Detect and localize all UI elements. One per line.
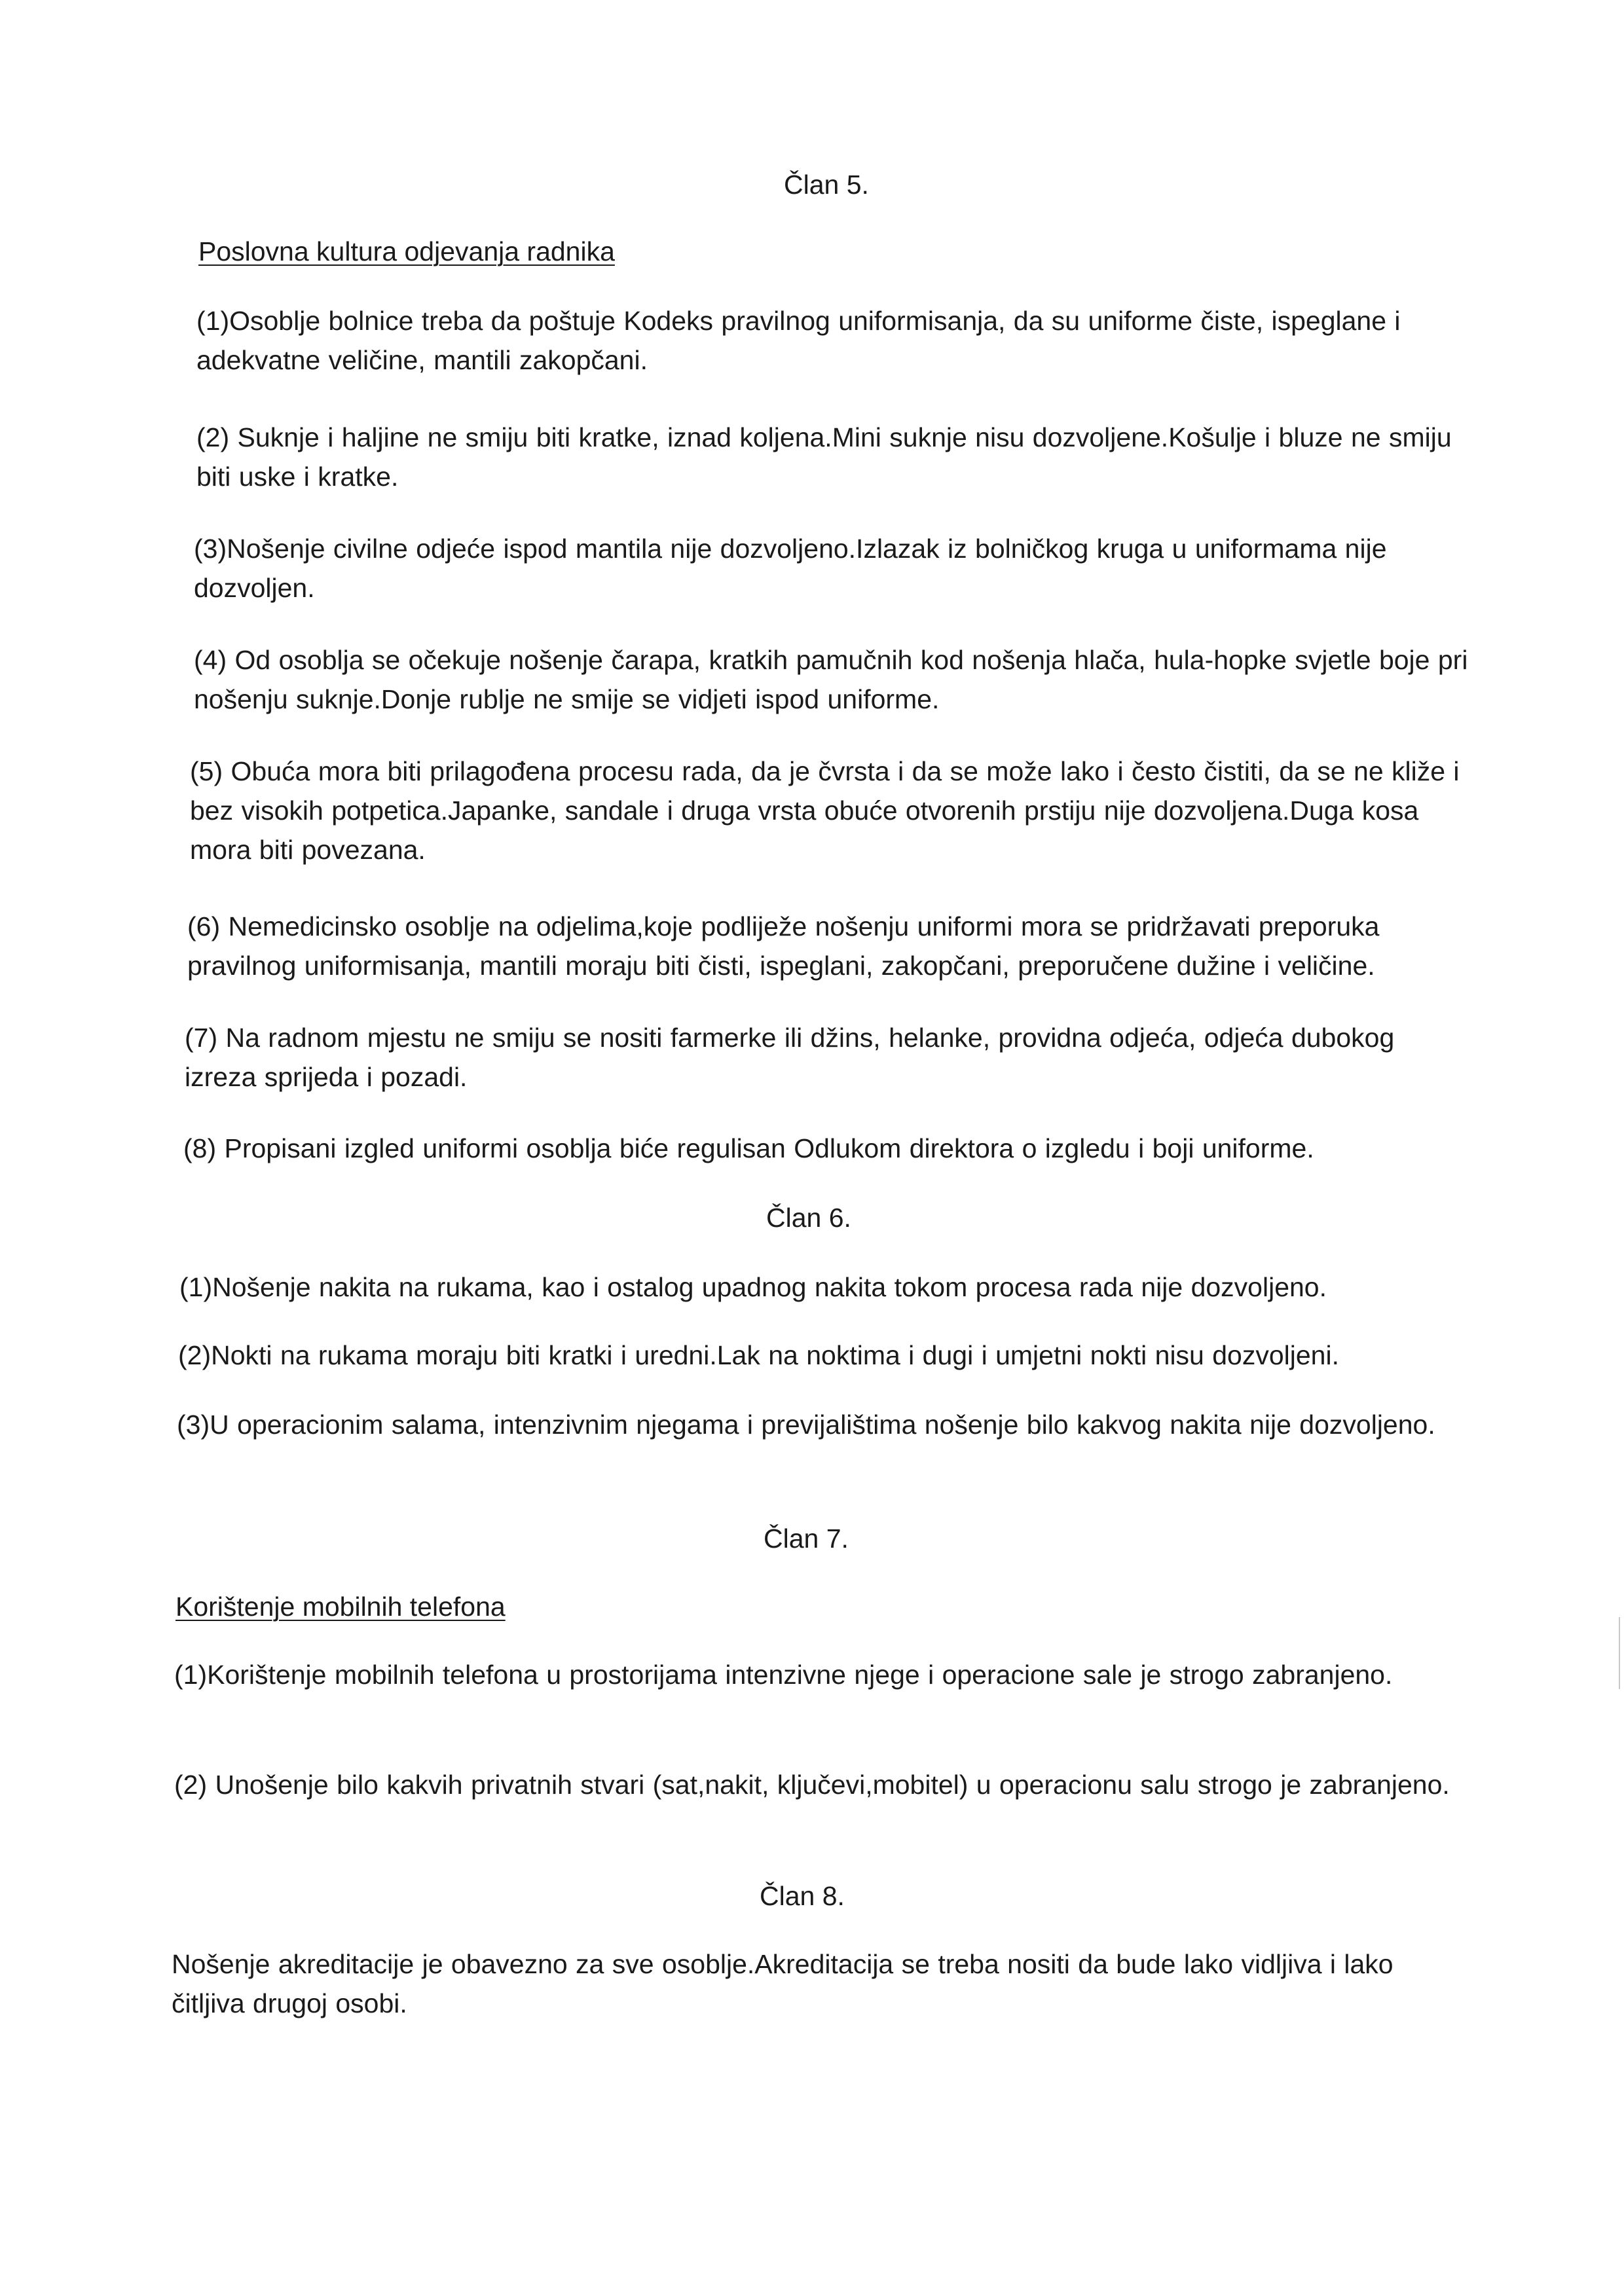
article-8-heading: Član 8.: [760, 1881, 845, 1911]
article-8-paragraph-1: Nošenje akreditacije je obavezno za sve osoblje.Akreditacija se treba nositi da bude lako vidljiva i lako čitljiva drugoj osobi.: [172, 1949, 1393, 2018]
article-6-paragraph-1: (1)Nošenje nakita na rukama, kao i ostalog upadnog nakita tokom procesa rada nije dozvoljeno.: [179, 1272, 1327, 1302]
article-6-heading: Član 6.: [766, 1203, 851, 1233]
article-5-paragraph-6: (6) Nemedicinsko osoblje na odjelima,koje podliježe nošenju uniformi mora se pridržavati preporuka pravilnog uniformisanja, mantili moraju biti čisti, ispeglani, zakopčani, preporučene dužine i veličine.: [187, 911, 1380, 981]
article-5-heading: Član 5.: [784, 170, 869, 200]
article-5-paragraph-2: (2) Suknje i haljine ne smiju biti kratke, iznad koljena.Mini suknje nisu dozvoljene.Košulje i bluze ne smiju biti uske i kratke.: [196, 422, 1452, 492]
article-5-paragraph-8: (8) Propisani izgled uniformi osoblja biće regulisan Odlukom direktora o izgledu i boji uniforme.: [183, 1133, 1314, 1163]
article-5-paragraph-4: (4) Od osoblja se očekuje nošenje čarapa, kratkih pamučnih kod nošenja hlača, hula-hopke svjetle boje pri nošenju suknje.Donje rublje ne smije se vidjeti ispod uniforme.: [194, 645, 1468, 714]
article-7-heading: Član 7.: [764, 1523, 849, 1554]
article-6-paragraph-3: (3)U operacionim salama, intenzivnim njegama i previjalištima nošenje bilo kakvog nakita nije dozvoljeno.: [177, 1410, 1435, 1440]
article-7-subtitle: Korištenje mobilnih telefona: [175, 1592, 506, 1622]
article-5-paragraph-1: (1)Osoblje bolnice treba da poštuje Kodeks pravilnog uniformisanja, da su uniforme čiste, ispeglane i adekvatne veličine, mantili zakopčani.: [196, 306, 1401, 375]
article-6-paragraph-2: (2)Nokti na rukama moraju biti kratki i uredni.Lak na noktima i dugi i umjetni nokti nisu dozvoljeni.: [178, 1340, 1339, 1370]
scan-edge-mark: [1619, 1617, 1620, 1689]
article-7-paragraph-1: (1)Korištenje mobilnih telefona u prostorijama intenzivne njege i operacione sale je strogo zabranjeno.: [174, 1660, 1393, 1690]
article-7-paragraph-2: (2) Unošenje bilo kakvih privatnih stvari (sat,nakit, ključevi,mobitel) u operacionu salu strogo je zabranjeno.: [174, 1770, 1450, 1800]
article-5-paragraph-5: (5) Obuća mora biti prilagođena procesu rada, da je čvrsta i da se može lako i često čistiti, da se ne kliže i bez visokih potpetica.Japanke, sandale i druga vrsta obuće otvorenih prstiju nije dozvoljena.Duga kosa mora biti povezana.: [190, 756, 1460, 865]
article-5-subtitle: Poslovna kultura odjevanja radnika: [198, 236, 615, 266]
article-5-paragraph-7: (7) Na radnom mjestu ne smiju se nositi farmerke ili džins, helanke, providna odjeća, odjeća dubokog izreza sprijeda i pozadi.: [185, 1023, 1395, 1092]
article-5-paragraph-3: (3)Nošenje civilne odjeće ispod mantila nije dozvoljeno.Izlazak iz bolničkog kruga u uniformama nije dozvoljen.: [194, 534, 1387, 603]
